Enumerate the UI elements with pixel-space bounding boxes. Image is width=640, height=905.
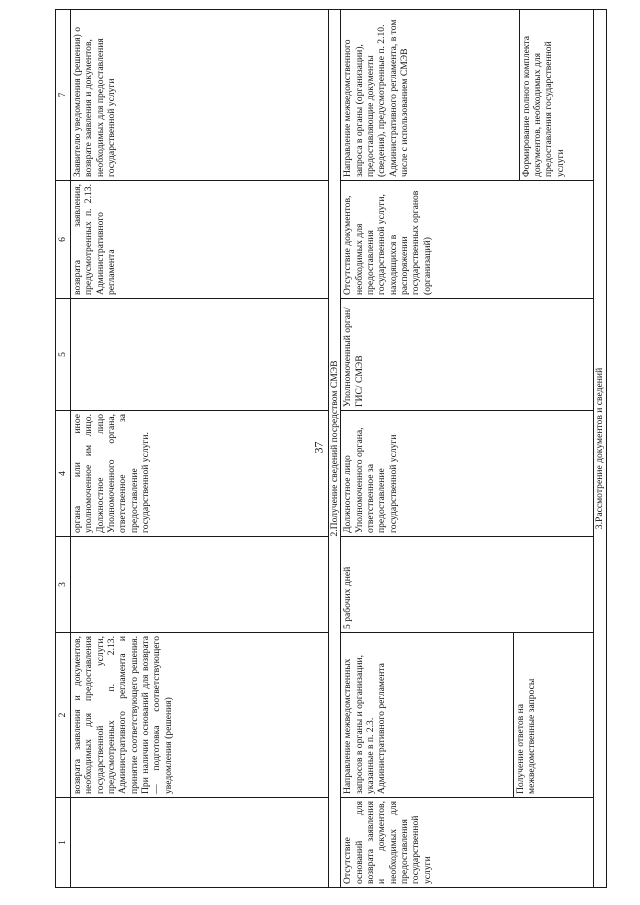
header-cell: 2 [56, 633, 71, 798]
header-cell: 6 [56, 181, 71, 299]
table-row [71, 10, 329, 888]
section-row [594, 10, 606, 888]
row-b-col7-top: Направление межведомственного запроса в органы (организации), предоставляющие документы (сведения), предусмотренные п. 2.10. Административного регламента, в том числе с использованием СМЭВ [341, 10, 519, 180]
row-a-col5 [71, 299, 329, 411]
row-a-col1 [71, 798, 329, 888]
header-cell: 7 [56, 10, 71, 181]
row-b-col7-bottom: Формирование полного комплекта документов, необходимых для предоставления государственной услуги [520, 36, 566, 177]
row-b-col7 [341, 10, 594, 181]
row-b-col3: 5 рабочих дней [341, 537, 594, 633]
row-b-col6: Отсутствие документов, необходимых для предоставления государственной услуги, находящихся в распоряжении государственных органов (организаций) [341, 181, 594, 299]
row-b-col2-bottom: Получение ответов на межведомственные запросы [514, 678, 538, 794]
procedure-table [55, 9, 607, 888]
row-b-col4: Должностное лицо Уполномоченного органа, ответственное за предоставление государственной услуги [341, 411, 594, 537]
header-row [56, 10, 71, 888]
row-a-col2: возврата заявления и документов, необходимых для предоставления государственной услуги, предусмотренных п. 2.13. Административного регламента и принятие соответствующего решения. При наличии оснований для возврата — подготовка соответствующего уведомления (решения) [71, 633, 329, 798]
row-b-col5: Уполномоченный орган/ГИС/ СМЭВ [341, 299, 594, 411]
page-number: 37 [311, 441, 326, 454]
row-a-col6: возврата заявления, предусмотренных п. 2.13. Административного регламента [71, 181, 329, 299]
header-cell: 3 [56, 537, 71, 633]
nested-table [341, 633, 593, 797]
row-b-col2-top: Направление межведомственных запросов в органы и организации, указанные в п. 2.3. Административного регламента [341, 633, 513, 797]
row-b-col2 [341, 633, 594, 798]
rotated-table-container [55, 10, 613, 888]
section-heading: 3.Рассмотрение документов и сведений [594, 10, 606, 888]
header-cell: 1 [56, 798, 71, 888]
row-a-col7: Заявителю уведомления (решения) о возврате заявления и документов, необходимых для предоставления государственной услуги [71, 10, 329, 181]
section-heading: 2.Получение сведений посредством СМЭВ [329, 10, 341, 888]
table-row [341, 10, 594, 888]
header-cell: 5 [56, 299, 71, 411]
row-a-col3 [71, 537, 329, 633]
section-row [329, 10, 341, 888]
row-b-col1: Отсутствие оснований для возврата заявления и документов, необходимых для предоставления государственной услуги [341, 798, 594, 888]
header-cell: 4 [56, 411, 71, 537]
row-a-col4: органа или иное уполномоченное им лицо. Должностное лицо Уполномоченного органа, ответственное за предоставление государственной услуги. [71, 411, 329, 537]
nested-table [341, 10, 593, 180]
